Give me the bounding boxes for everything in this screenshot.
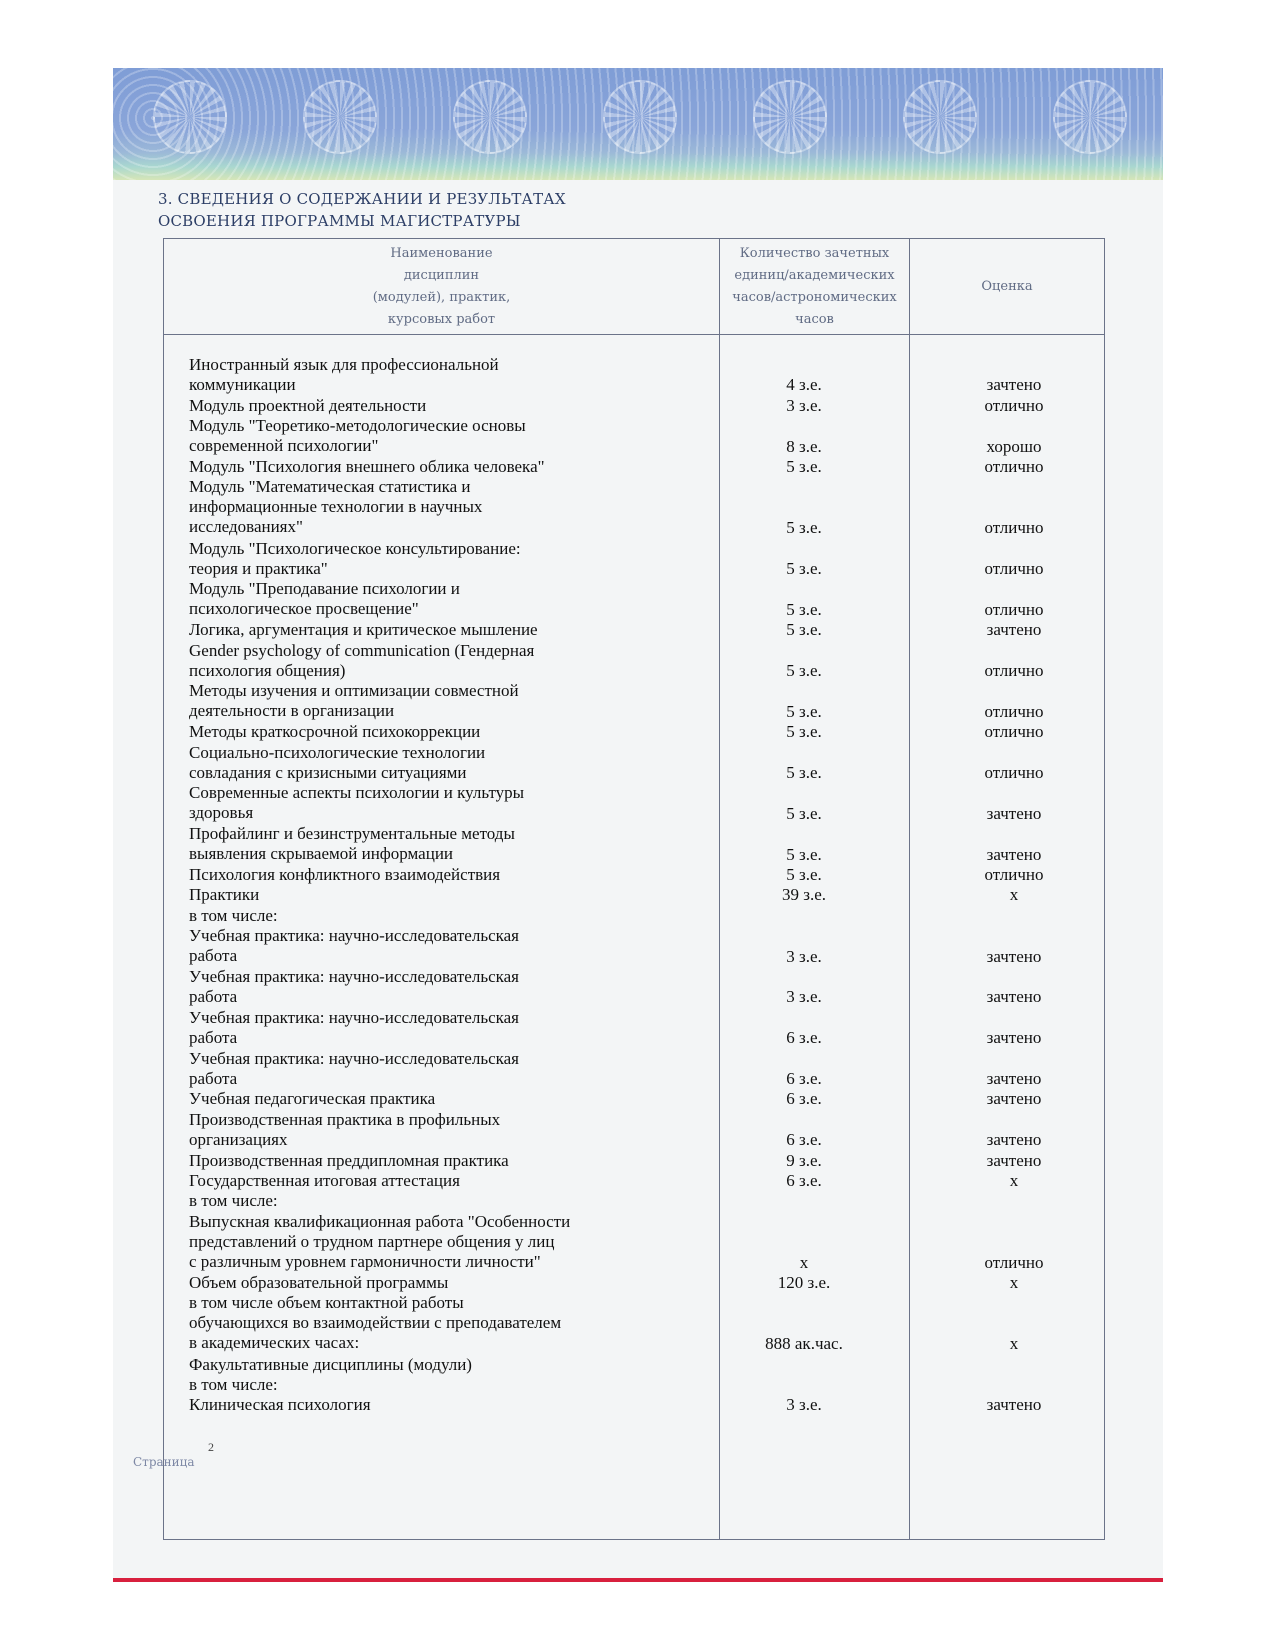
discipline-name: Практики — [189, 885, 260, 905]
table-row — [164, 1375, 1104, 1395]
table-row — [164, 1395, 1104, 1415]
grade: зачтено — [986, 620, 1042, 640]
table-row — [164, 1008, 1104, 1049]
credit-units: 5 з.е. — [786, 803, 822, 823]
table-row — [164, 620, 1104, 640]
grade: зачтено — [986, 987, 1042, 1007]
header-discipline: Наименование дисциплин (модулей), практик, курсовых работ — [164, 239, 719, 335]
table-row — [164, 1110, 1104, 1151]
table-row — [164, 355, 1104, 396]
credit-units: 120 з.е. — [777, 1273, 831, 1292]
grade: отлично — [984, 660, 1044, 680]
grade: отлично — [984, 701, 1044, 721]
grade: отлично — [984, 518, 1044, 538]
table-row — [164, 1191, 1104, 1211]
grade: зачтено — [986, 1395, 1042, 1415]
discipline-name: Учебная практика: научно-исследовательская работа — [189, 1048, 519, 1088]
rosette-ornament — [1053, 80, 1127, 154]
discipline-name: Методы краткосрочной психокоррекции — [189, 722, 481, 742]
grade: зачтено — [986, 1028, 1042, 1048]
discipline-name: Выпускная квалификационная работа "Особенности представлений о трудном партнере общения у лиц с различным уровнем гармоничности личности" — [189, 1211, 571, 1271]
rosette-ornament — [303, 80, 377, 154]
credit-units: 6 з.е. — [786, 1028, 822, 1048]
page-label: Страница — [133, 1455, 195, 1469]
security-pattern-band — [113, 68, 1163, 180]
table-row — [164, 396, 1104, 416]
grade: отлично — [984, 558, 1044, 578]
discipline-name: Клиническая психология — [189, 1395, 371, 1415]
grade: хорошо — [986, 436, 1042, 456]
credit-units: 6 з.е. — [786, 1130, 822, 1150]
results-table — [163, 238, 1105, 1540]
discipline-name: Модуль "Теоретико-методологические основы современной психологии" — [189, 416, 526, 456]
table-row — [164, 783, 1104, 824]
grade: зачтено — [986, 844, 1042, 864]
grade: х — [1009, 1334, 1019, 1354]
grade: отлично — [984, 762, 1044, 782]
discipline-name: Методы изучения и оптимизации совместной деятельности в организации — [189, 681, 519, 721]
credit-units: 3 з.е. — [786, 395, 822, 415]
discipline-name: Модуль проектной деятельности — [189, 395, 427, 415]
discipline-name: Факультативные дисциплины (модули) — [189, 1354, 472, 1374]
table-row — [164, 539, 1104, 580]
discipline-name: Иностранный язык для профессиональной коммуникации — [189, 355, 499, 394]
discipline-name: в том числе: — [189, 1191, 278, 1211]
credit-units: 5 з.е. — [786, 558, 822, 578]
grade: отлично — [984, 599, 1044, 619]
discipline-name: Объем образовательной программы — [189, 1273, 449, 1292]
discipline-name: Gender psychology of communication (Гендерная психология общения) — [189, 640, 535, 680]
diploma-supplement-page — [113, 68, 1163, 1578]
credit-units: 5 з.е. — [786, 660, 822, 680]
credit-units: 3 з.е. — [786, 1395, 822, 1415]
table-row — [164, 1171, 1104, 1191]
grade: зачтено — [986, 1150, 1042, 1170]
discipline-name: Учебная практика: научно-исследовательская работа — [189, 967, 519, 1006]
credit-units: 5 з.е. — [786, 518, 822, 538]
table-row — [164, 722, 1104, 742]
credit-units: 39 з.е. — [781, 885, 826, 905]
table-row — [164, 579, 1104, 620]
grade: отлично — [984, 722, 1044, 742]
discipline-name: Модуль "Математическая статистика и информационные технологии в научных исследованиях" — [189, 477, 483, 537]
table-row — [164, 641, 1104, 682]
discipline-name: Современные аспекты психологии и культуры здоровья — [189, 783, 525, 823]
table-row — [164, 967, 1104, 1008]
table-row — [164, 743, 1104, 784]
grade: отлично — [984, 865, 1044, 884]
discipline-name: в том числе: — [189, 905, 278, 925]
discipline-name: Производственная преддипломная практика — [189, 1150, 509, 1170]
credit-units: 5 з.е. — [786, 701, 822, 721]
credit-units: 5 з.е. — [786, 865, 822, 884]
grade: зачтено — [986, 803, 1042, 823]
credit-units: 9 з.е. — [786, 1150, 822, 1170]
grade: зачтено — [986, 375, 1042, 395]
grade: зачтено — [986, 1130, 1042, 1150]
discipline-name: Социально-психологические технологии совладания с кризисными ситуациями — [189, 742, 486, 782]
table-row — [164, 1151, 1104, 1171]
discipline-name: в том числе: — [189, 1375, 278, 1394]
rosette-ornament — [453, 80, 527, 154]
table-row — [164, 1355, 1104, 1375]
discipline-name: Профайлинг и безинструментальные методы выявления скрываемой информации — [189, 824, 515, 864]
table-row — [164, 681, 1104, 722]
credit-units: 5 з.е. — [786, 722, 822, 742]
grade: х — [1009, 1273, 1019, 1292]
credit-units: 6 з.е. — [786, 1068, 822, 1088]
table-row — [164, 416, 1104, 457]
rosette-ornament — [753, 80, 827, 154]
credit-units: 6 з.е. — [786, 1171, 822, 1190]
section-title-line: ОСВОЕНИЯ ПРОГРАММЫ МАГИСТРАТУРЫ — [158, 212, 521, 230]
discipline-name: Государственная итоговая аттестация — [189, 1171, 460, 1190]
discipline-name: Модуль "Психология внешнего облика человека" — [189, 457, 545, 476]
grade: зачтено — [986, 946, 1042, 966]
table-row — [164, 1273, 1104, 1293]
credit-units: 4 з.е. — [786, 375, 822, 395]
discipline-name: Учебная педагогическая практика — [189, 1089, 436, 1109]
credit-units: 6 з.е. — [786, 1089, 822, 1109]
grade: отлично — [984, 457, 1044, 476]
table-row — [164, 885, 1104, 905]
grade: отлично — [984, 1252, 1044, 1272]
table-row — [164, 926, 1104, 967]
rosette-ornament — [903, 80, 977, 154]
discipline-name: Учебная практика: научно-исследовательская работа — [189, 926, 519, 966]
section-title-line: 3. СВЕДЕНИЯ О СОДЕРЖАНИИ И РЕЗУЛЬТАТАХ — [158, 190, 566, 208]
credit-units: 5 з.е. — [786, 762, 822, 782]
credit-units: 5 з.е. — [786, 457, 822, 476]
discipline-name: Логика, аргументация и критическое мышление — [189, 620, 538, 640]
table-row — [164, 865, 1104, 885]
discipline-name: в том числе объем контактной работы обучающихся во взаимодействии с преподавателем в академических часах: — [189, 1293, 562, 1353]
discipline-name: Модуль "Преподавание психологии и психологическое просвещение" — [189, 579, 460, 619]
header-grade: Оценка — [910, 239, 1104, 335]
rosette-ornament — [153, 80, 227, 154]
rosette-ornament — [603, 80, 677, 154]
grade: отлично — [984, 395, 1044, 415]
table-row — [164, 457, 1104, 477]
discipline-name: Модуль "Психологическое консультирование: теория и практика" — [189, 538, 521, 578]
table-row — [164, 477, 1104, 538]
grade: х — [1009, 1171, 1019, 1190]
credit-units: 5 з.е. — [786, 620, 822, 640]
grade: зачтено — [986, 1089, 1042, 1109]
header-units: Количество зачетных единиц/академических часов/астрономических часов — [720, 239, 909, 335]
table-row — [164, 1212, 1104, 1273]
grade: х — [1009, 885, 1019, 905]
credit-units: х — [799, 1252, 809, 1272]
discipline-name: Учебная практика: научно-исследовательская работа — [189, 1007, 519, 1047]
credit-units: 3 з.е. — [786, 946, 822, 966]
discipline-name: Психология конфликтного взаимодействия — [189, 865, 501, 884]
table-row — [164, 824, 1104, 865]
credit-units: 5 з.е. — [786, 599, 822, 619]
page-number: 2 — [208, 1440, 214, 1454]
table-row — [164, 906, 1104, 926]
credit-units: 5 з.е. — [786, 844, 822, 864]
section-title — [158, 188, 566, 232]
discipline-name: Производственная практика в профильных организациях — [189, 1109, 501, 1149]
table-row — [164, 1049, 1104, 1090]
table-row — [164, 1293, 1104, 1354]
grade: зачтено — [986, 1068, 1042, 1088]
credit-units: 8 з.е. — [786, 436, 822, 456]
table-row — [164, 1089, 1104, 1109]
credit-units: 3 з.е. — [786, 987, 822, 1007]
credit-units: 888 ак.час. — [765, 1334, 843, 1354]
